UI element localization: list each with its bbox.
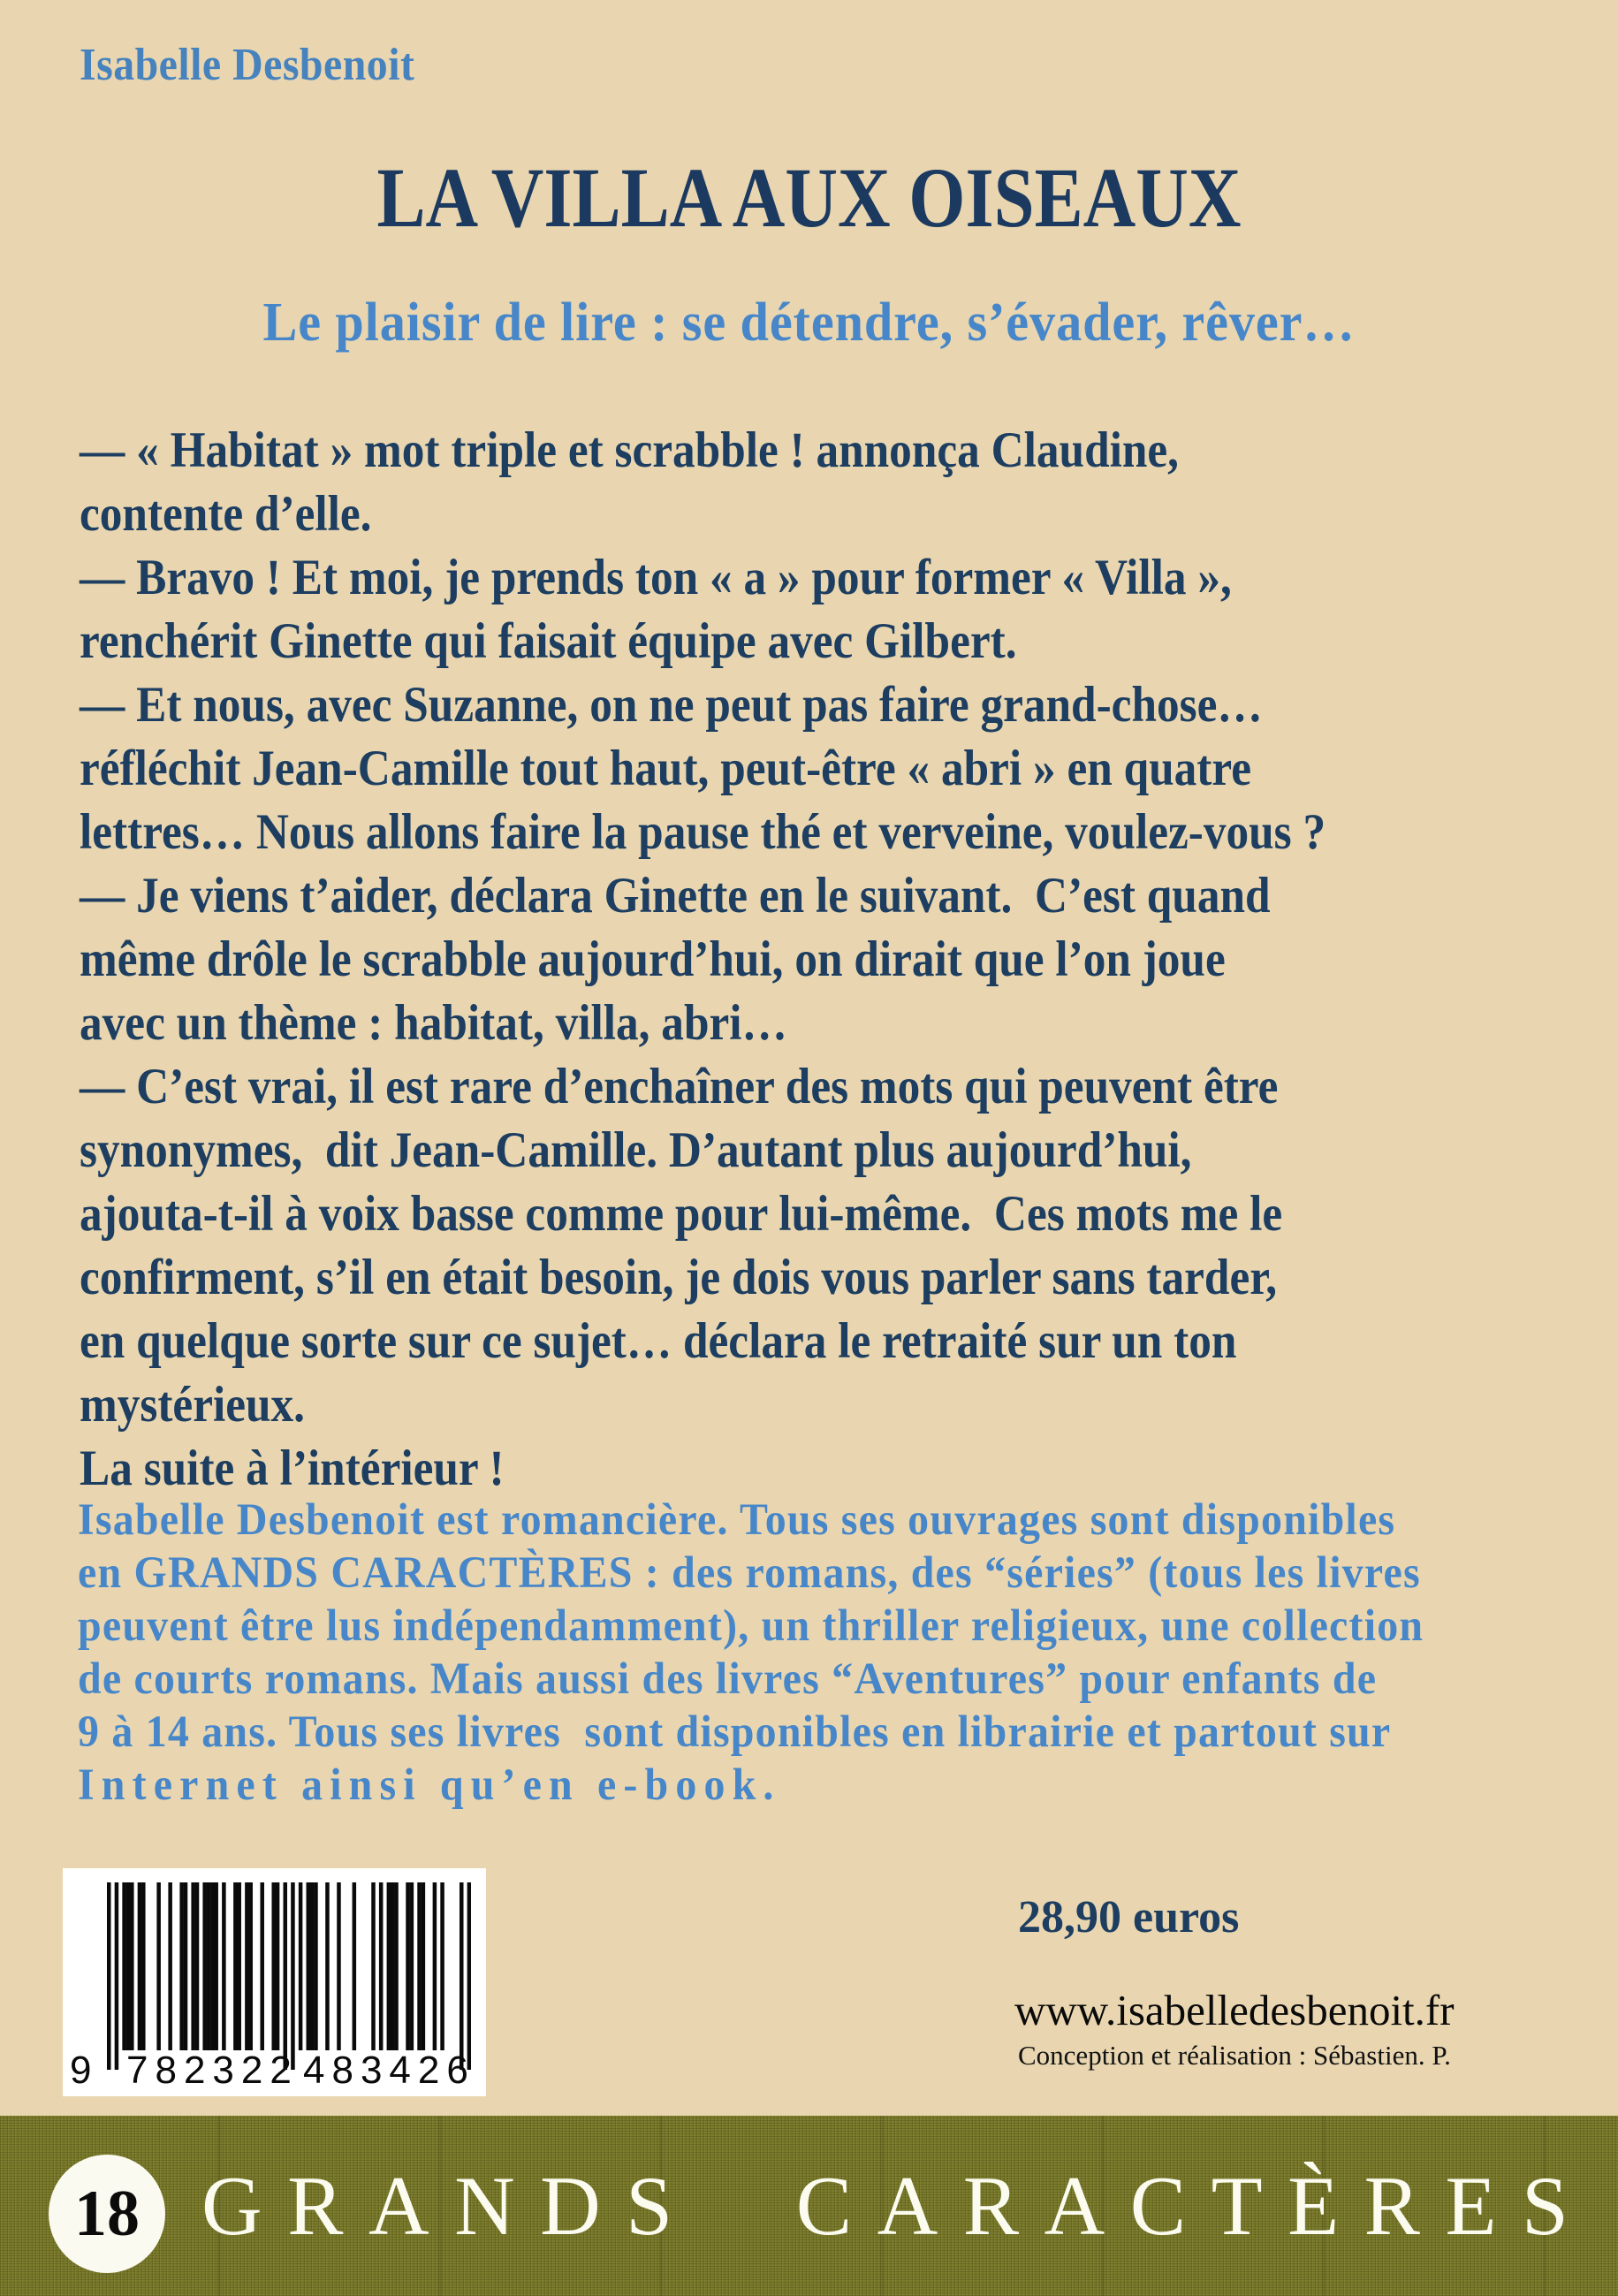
- excerpt-line: renchérit Ginette qui faisait équipe avec Gilbert.: [80, 613, 1017, 669]
- excerpt-line: — « Habitat » mot triple et scrabble ! annonça Claudine,: [80, 422, 1180, 478]
- excerpt-line: — C’est vrai, il est rare d’enchaîner des mots qui peuvent être: [80, 1059, 1279, 1114]
- author-name: Isabelle Desbenoit: [80, 40, 415, 90]
- barcode-number: [63, 2049, 486, 2093]
- barcode-digit-lead: 9: [70, 2049, 92, 2092]
- collection-name: GRANDS CARACTÈRES: [201, 2159, 1594, 2253]
- excerpt-line: en quelque sorte sur ce sujet… déclara le retraité sur un ton: [80, 1313, 1237, 1369]
- font-size-badge: [49, 2155, 165, 2273]
- barcode-digits-right: 483426: [303, 2049, 475, 2092]
- barcode: [63, 1868, 486, 2096]
- font-size-number: 18: [74, 2177, 140, 2250]
- barcode-digits-left: 782322: [126, 2049, 299, 2092]
- book-title: LA VILLA AUX OISEAUX: [376, 150, 1242, 245]
- price: 28,90 euros: [1018, 1892, 1240, 1942]
- excerpt-line: mystérieux.: [80, 1377, 306, 1433]
- bio-line: 9 à 14 ans. Tous ses livres sont disponibles en librairie et partout sur: [78, 1707, 1392, 1757]
- bio-line: Isabelle Desbenoit est romancière. Tous ses ouvrages sont disponibles: [78, 1495, 1396, 1545]
- bio-block: [78, 1494, 1424, 1812]
- excerpt-line: — Et nous, avec Suzanne, on ne peut pas faire grand-chose…: [80, 677, 1263, 733]
- excerpt-line: — Bravo ! Et moi, je prends ton « a » pour former « Villa »,: [80, 550, 1232, 605]
- excerpt-block: [80, 419, 1326, 1501]
- excerpt-line: même drôle le scrabble aujourd’hui, on dirait que l’on joue: [80, 931, 1226, 987]
- excerpt-line: lettres… Nous allons faire la pause thé et verveine, voulez-vous ?: [80, 804, 1326, 860]
- bio-line: Internet ainsi qu’en e-book.: [78, 1760, 781, 1810]
- excerpt-line: ajouta-t-il à voix basse comme pour lui-même. Ces mots me le: [80, 1186, 1283, 1242]
- bio-line: de courts romans. Mais aussi des livres “Aventures” pour enfants de: [78, 1654, 1378, 1704]
- publisher-band: [0, 2116, 1618, 2296]
- excerpt-line: synonymes, dit Jean-Camille. D’autant plus aujourd’hui,: [80, 1122, 1192, 1178]
- bio-line: en GRANDS CARACTÈRES : des romans, des “séries” (tous les livres: [78, 1548, 1421, 1598]
- excerpt-line: avec un thème : habitat, villa, abri…: [80, 995, 787, 1051]
- excerpt-line: réfléchit Jean-Camille tout haut, peut-être « abri » en quatre: [80, 741, 1251, 796]
- website-url: www.isabelledesbenoit.fr: [1014, 1986, 1455, 2034]
- excerpt-line: — Je viens t’aider, déclara Ginette en le suivant. C’est quand: [80, 868, 1271, 924]
- excerpt-line: contente d’elle.: [80, 486, 372, 542]
- tagline: Le plaisir de lire : se détendre, s’évader, rêver…: [262, 293, 1356, 353]
- barcode-bars: [107, 1882, 471, 2070]
- design-credit: Conception et réalisation : Sébastien. P.: [1018, 2040, 1451, 2071]
- bio-line: peuvent être lus indépendamment), un thriller religieux, une collection: [78, 1601, 1424, 1651]
- excerpt-line: confirment, s’il en était besoin, je dois vous parler sans tarder,: [80, 1250, 1278, 1305]
- excerpt-line: La suite à l’intérieur !: [80, 1441, 505, 1496]
